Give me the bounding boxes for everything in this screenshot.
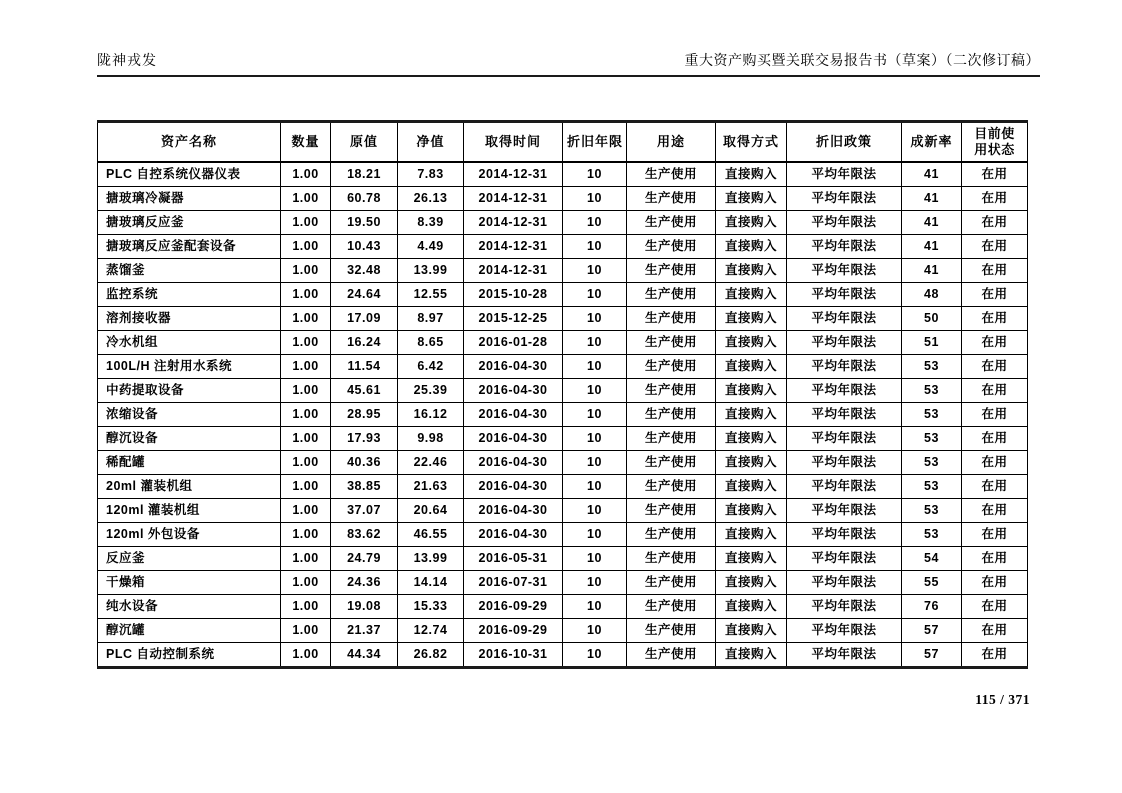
table-cell: 10 [563,259,627,283]
table-cell: 冷水机组 [98,331,281,355]
table-cell: 21.37 [331,619,398,643]
table-cell: 平均年限法 [787,211,902,235]
table-cell: 10 [563,235,627,259]
table-cell: 26.13 [398,187,464,211]
table-cell: 8.65 [398,331,464,355]
table-cell: 平均年限法 [787,355,902,379]
table-cell: 平均年限法 [787,307,902,331]
table-cell: 2016-09-29 [464,619,563,643]
table-cell: 蒸馏釜 [98,259,281,283]
table-cell: 醇沉设备 [98,427,281,451]
table-cell: 2016-04-30 [464,427,563,451]
table-cell: 2016-04-30 [464,523,563,547]
table-cell: 生产使用 [627,619,716,643]
table-cell: 平均年限法 [787,379,902,403]
table-cell: 26.82 [398,643,464,668]
column-header: 目前使用状态 [962,122,1028,163]
table-cell: 1.00 [281,331,331,355]
table-cell: 2016-04-30 [464,355,563,379]
table-cell: 2016-01-28 [464,331,563,355]
table-cell: 在用 [962,187,1028,211]
table-cell: 溶剂接收器 [98,307,281,331]
table-cell: 平均年限法 [787,427,902,451]
table-cell: 8.97 [398,307,464,331]
table-cell: 平均年限法 [787,643,902,668]
table-cell: 2016-10-31 [464,643,563,668]
table-cell: 直接购入 [716,187,787,211]
table-cell: 1.00 [281,475,331,499]
table-cell: 24.36 [331,571,398,595]
table-cell: 10 [563,643,627,668]
column-header: 取得时间 [464,122,563,163]
table-cell: 平均年限法 [787,619,902,643]
table-cell: 11.54 [331,355,398,379]
table-cell: 53 [902,523,962,547]
table-cell: 搪玻璃冷凝器 [98,187,281,211]
table-cell: 1.00 [281,523,331,547]
table-cell: 直接购入 [716,451,787,475]
table-cell: 12.55 [398,283,464,307]
table-cell: 10 [563,379,627,403]
table-cell: 1.00 [281,451,331,475]
table-cell: 在用 [962,643,1028,668]
table-cell: 10 [563,355,627,379]
table-cell: 1.00 [281,162,331,187]
table-cell: PLC 自控系统仪器仪表 [98,162,281,187]
table-cell: 1.00 [281,187,331,211]
table-row [98,499,1028,523]
table-cell: 平均年限法 [787,187,902,211]
table-cell: 2016-09-29 [464,595,563,619]
table-cell: 38.85 [331,475,398,499]
table-cell: 51 [902,331,962,355]
table-cell: 22.46 [398,451,464,475]
table-cell: 17.09 [331,307,398,331]
table-cell: 生产使用 [627,571,716,595]
table-cell: 生产使用 [627,355,716,379]
table-cell: 在用 [962,499,1028,523]
table-cell: 41 [902,235,962,259]
table-cell: 直接购入 [716,379,787,403]
table-cell: 在用 [962,259,1028,283]
table-cell: 生产使用 [627,211,716,235]
table-cell: 6.42 [398,355,464,379]
table-cell: 10 [563,571,627,595]
table-cell: 在用 [962,379,1028,403]
table-cell: 2016-04-30 [464,499,563,523]
table-cell: 在用 [962,283,1028,307]
table-cell: 在用 [962,571,1028,595]
table-cell: 直接购入 [716,523,787,547]
table-row [98,307,1028,331]
table-cell: 45.61 [331,379,398,403]
table-cell: 2014-12-31 [464,187,563,211]
table-cell: 生产使用 [627,475,716,499]
table-cell: 纯水设备 [98,595,281,619]
table-cell: 10 [563,595,627,619]
table-header-row [98,122,1028,163]
table-cell: 10 [563,619,627,643]
table-cell: 直接购入 [716,307,787,331]
table-cell: 平均年限法 [787,595,902,619]
table-cell: 10 [563,451,627,475]
table-cell: 2016-04-30 [464,475,563,499]
table-cell: 9.98 [398,427,464,451]
table-cell: 18.21 [331,162,398,187]
table-cell: 醇沉罐 [98,619,281,643]
table-cell: 7.83 [398,162,464,187]
table-row [98,235,1028,259]
table-cell: 在用 [962,211,1028,235]
table-cell: 在用 [962,162,1028,187]
table-cell: 4.49 [398,235,464,259]
table-cell: 直接购入 [716,235,787,259]
table-cell: 直接购入 [716,499,787,523]
table-cell: 10 [563,427,627,451]
table-cell: 16.12 [398,403,464,427]
table-cell: 10.43 [331,235,398,259]
table-cell: 生产使用 [627,283,716,307]
table-cell: 17.93 [331,427,398,451]
table-cell: 1.00 [281,355,331,379]
table-cell: 2016-04-30 [464,451,563,475]
table-row [98,331,1028,355]
table-cell: 1.00 [281,211,331,235]
table-cell: 24.64 [331,283,398,307]
table-cell: 在用 [962,235,1028,259]
table-cell: 50 [902,307,962,331]
table-cell: 反应釜 [98,547,281,571]
table-cell: 10 [563,523,627,547]
table-cell: 平均年限法 [787,475,902,499]
table-cell: 53 [902,355,962,379]
column-header: 资产名称 [98,122,281,163]
table-cell: 生产使用 [627,162,716,187]
table-cell: 2015-10-28 [464,283,563,307]
table-cell: 120ml 灌装机组 [98,499,281,523]
table-cell: 19.50 [331,211,398,235]
table-cell: 直接购入 [716,475,787,499]
table-cell: 直接购入 [716,403,787,427]
table-cell: 1.00 [281,643,331,668]
table-cell: 平均年限法 [787,451,902,475]
table-row [98,547,1028,571]
table-cell: 平均年限法 [787,331,902,355]
table-cell: 15.33 [398,595,464,619]
table-cell: 12.74 [398,619,464,643]
table-cell: 2016-04-30 [464,379,563,403]
table-row [98,162,1028,187]
table-cell: 53 [902,499,962,523]
table-cell: 直接购入 [716,259,787,283]
doc-header-title: 重大资产购买暨关联交易报告书（草案）（二次修订稿） [684,54,1040,69]
table-cell: 40.36 [331,451,398,475]
table-row [98,355,1028,379]
table-cell: 直接购入 [716,571,787,595]
table-cell: 8.39 [398,211,464,235]
table-cell: 37.07 [331,499,398,523]
table-cell: 60.78 [331,187,398,211]
table-cell: 48 [902,283,962,307]
table-cell: 53 [902,427,962,451]
table-cell: 生产使用 [627,379,716,403]
table-cell: 41 [902,211,962,235]
table-cell: 10 [563,547,627,571]
table-cell: 生产使用 [627,451,716,475]
table-cell: 10 [563,187,627,211]
table-cell: 20.64 [398,499,464,523]
table-row [98,187,1028,211]
table-cell: 平均年限法 [787,523,902,547]
table-cell: 在用 [962,403,1028,427]
table-cell: 28.95 [331,403,398,427]
table-cell: 生产使用 [627,187,716,211]
table-cell: 1.00 [281,403,331,427]
table-cell: 13.99 [398,259,464,283]
table-cell: 55 [902,571,962,595]
table-cell: 16.24 [331,331,398,355]
table-row [98,643,1028,668]
table-cell: 32.48 [331,259,398,283]
column-header: 数量 [281,122,331,163]
table-cell: 生产使用 [627,643,716,668]
table-cell: 在用 [962,331,1028,355]
table-cell: 生产使用 [627,427,716,451]
table-cell: 搪玻璃反应釜 [98,211,281,235]
table-cell: 120ml 外包设备 [98,523,281,547]
table-cell: 平均年限法 [787,283,902,307]
table-row [98,403,1028,427]
table-cell: 53 [902,403,962,427]
column-header: 折旧政策 [787,122,902,163]
table-cell: 直接购入 [716,355,787,379]
doc-header-company: 陇神戎发 [97,54,157,69]
table-cell: 1.00 [281,499,331,523]
table-cell: 在用 [962,547,1028,571]
table-cell: 在用 [962,307,1028,331]
table-cell: 53 [902,451,962,475]
table-cell: 直接购入 [716,595,787,619]
table-row [98,595,1028,619]
table-cell: 76 [902,595,962,619]
column-header: 取得方式 [716,122,787,163]
table-cell: 13.99 [398,547,464,571]
table-row [98,523,1028,547]
table-cell: 19.08 [331,595,398,619]
table-cell: 2015-12-25 [464,307,563,331]
table-cell: 1.00 [281,283,331,307]
table-cell: 2014-12-31 [464,162,563,187]
table-cell: 41 [902,259,962,283]
table-cell: 44.34 [331,643,398,668]
table-cell: 53 [902,379,962,403]
table-cell: 10 [563,403,627,427]
table-cell: 14.14 [398,571,464,595]
table-cell: 在用 [962,355,1028,379]
table-cell: 1.00 [281,259,331,283]
table-cell: 24.79 [331,547,398,571]
asset-table-body [98,162,1028,668]
table-row [98,619,1028,643]
table-cell: 21.63 [398,475,464,499]
table-cell: 1.00 [281,427,331,451]
table-cell: 2016-05-31 [464,547,563,571]
table-row [98,211,1028,235]
table-cell: 1.00 [281,619,331,643]
table-row [98,475,1028,499]
table-cell: 1.00 [281,235,331,259]
table-cell: 在用 [962,475,1028,499]
table-cell: 生产使用 [627,259,716,283]
table-cell: 生产使用 [627,499,716,523]
column-header: 成新率 [902,122,962,163]
table-cell: 10 [563,475,627,499]
table-cell: 在用 [962,427,1028,451]
column-header: 原值 [331,122,398,163]
table-cell: 直接购入 [716,162,787,187]
table-cell: 生产使用 [627,523,716,547]
column-header: 净值 [398,122,464,163]
table-cell: 2014-12-31 [464,211,563,235]
table-cell: 生产使用 [627,235,716,259]
table-cell: 2016-07-31 [464,571,563,595]
table-cell: 10 [563,162,627,187]
table-cell: PLC 自动控制系统 [98,643,281,668]
table-cell: 57 [902,619,962,643]
table-cell: 直接购入 [716,643,787,668]
table-cell: 直接购入 [716,331,787,355]
table-cell: 41 [902,162,962,187]
table-row [98,259,1028,283]
table-cell: 57 [902,643,962,668]
table-cell: 直接购入 [716,619,787,643]
doc-header [97,50,1040,77]
table-cell: 1.00 [281,571,331,595]
table-cell: 直接购入 [716,427,787,451]
table-row [98,451,1028,475]
table-cell: 46.55 [398,523,464,547]
table-row [98,571,1028,595]
table-cell: 平均年限法 [787,403,902,427]
table-cell: 生产使用 [627,331,716,355]
table-cell: 生产使用 [627,403,716,427]
column-header: 折旧年限 [563,122,627,163]
table-row [98,427,1028,451]
table-cell: 直接购入 [716,211,787,235]
table-cell: 在用 [962,451,1028,475]
table-cell: 10 [563,307,627,331]
table-cell: 平均年限法 [787,571,902,595]
table-cell: 53 [902,475,962,499]
table-cell: 干燥箱 [98,571,281,595]
table-cell: 20ml 灌装机组 [98,475,281,499]
table-cell: 1.00 [281,595,331,619]
table-cell: 1.00 [281,379,331,403]
asset-table [97,120,1028,669]
table-row [98,283,1028,307]
table-cell: 54 [902,547,962,571]
table-cell: 中药提取设备 [98,379,281,403]
table-cell: 2014-12-31 [464,235,563,259]
column-header: 用途 [627,122,716,163]
table-cell: 生产使用 [627,547,716,571]
table-cell: 10 [563,283,627,307]
table-cell: 1.00 [281,547,331,571]
table-cell: 10 [563,331,627,355]
table-cell: 生产使用 [627,595,716,619]
table-cell: 在用 [962,619,1028,643]
table-cell: 10 [563,211,627,235]
table-cell: 直接购入 [716,547,787,571]
page-number: 115 / 371 [975,692,1030,707]
table-cell: 1.00 [281,307,331,331]
table-cell: 稀配罐 [98,451,281,475]
table-row [98,379,1028,403]
table-cell: 10 [563,499,627,523]
table-cell: 平均年限法 [787,162,902,187]
table-cell: 在用 [962,595,1028,619]
table-cell: 25.39 [398,379,464,403]
table-cell: 41 [902,187,962,211]
table-cell: 直接购入 [716,283,787,307]
table-cell: 2014-12-31 [464,259,563,283]
table-cell: 2016-04-30 [464,403,563,427]
table-cell: 浓缩设备 [98,403,281,427]
table-cell: 生产使用 [627,307,716,331]
table-cell: 平均年限法 [787,547,902,571]
table-cell: 搪玻璃反应釜配套设备 [98,235,281,259]
table-cell: 83.62 [331,523,398,547]
table-cell: 100L/H 注射用水系统 [98,355,281,379]
table-cell: 平均年限法 [787,235,902,259]
table-cell: 监控系统 [98,283,281,307]
table-cell: 平均年限法 [787,259,902,283]
table-cell: 平均年限法 [787,499,902,523]
table-cell: 在用 [962,523,1028,547]
